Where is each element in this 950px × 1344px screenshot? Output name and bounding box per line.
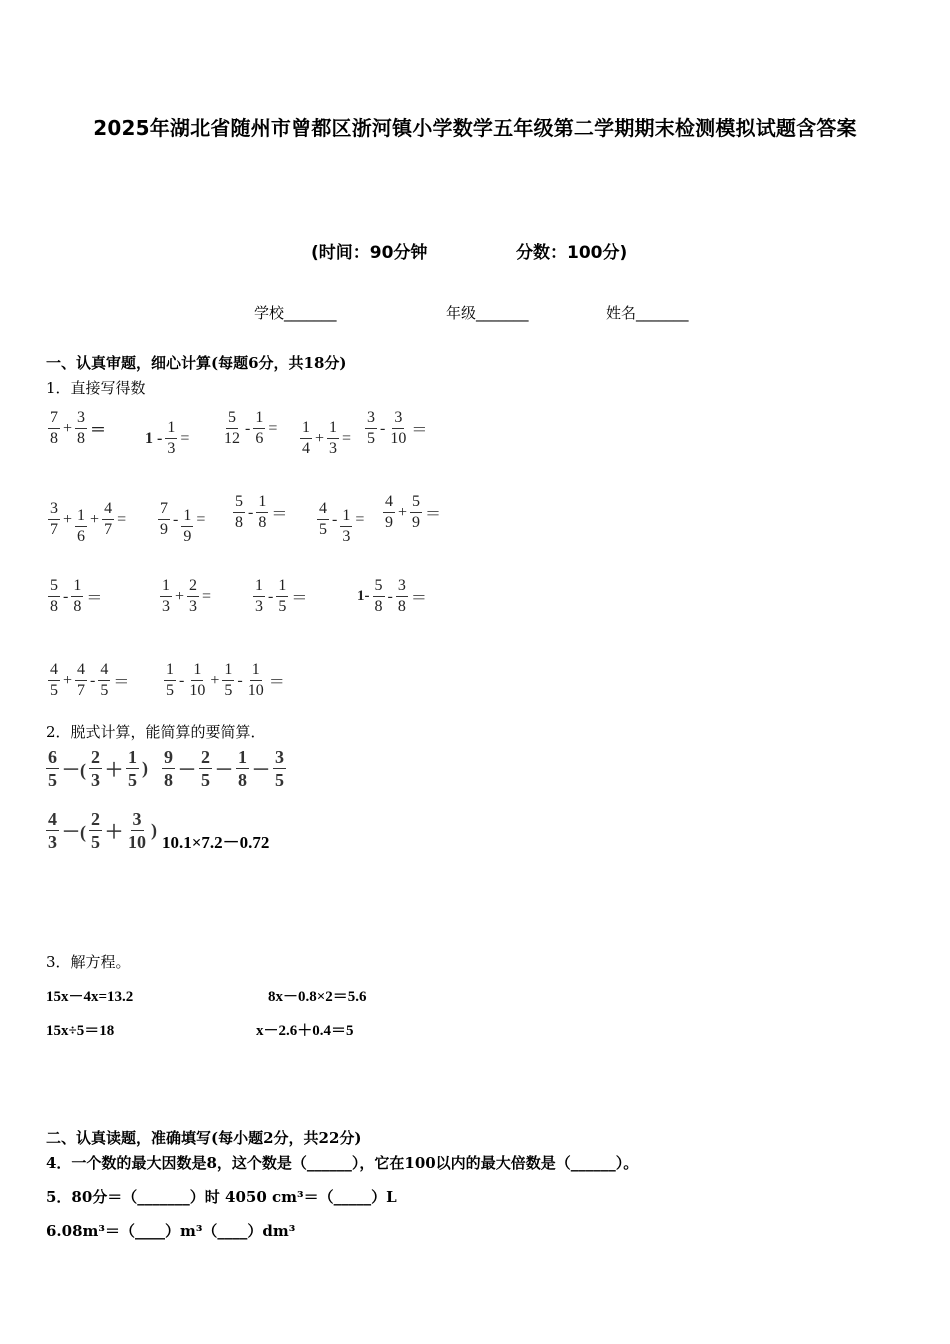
q2-expr-3	[44, 810, 158, 851]
denominator: 8	[73, 598, 82, 615]
question-5: 5．80分＝（_______）时 4050 cm³＝（_____）L	[46, 1188, 397, 1206]
grade-field[interactable]: 年级_______	[446, 304, 529, 322]
expr-2-2	[156, 494, 206, 545]
operator: -	[387, 587, 393, 605]
fraction	[340, 508, 352, 545]
operator: -	[380, 419, 386, 437]
denominator: 8	[374, 598, 383, 615]
expr-4-2	[162, 662, 286, 699]
score-info: 分数：100分)	[516, 243, 628, 263]
fraction	[246, 662, 266, 699]
numerator: 2	[201, 747, 210, 767]
operator: -	[245, 419, 251, 437]
fraction	[317, 501, 329, 538]
numerator: 4	[102, 501, 114, 520]
equals: ＝	[86, 590, 103, 607]
denominator: 5	[100, 682, 109, 699]
equals: ＝	[410, 590, 427, 607]
school-field[interactable]: 学校_______	[254, 304, 337, 322]
numerator: 7	[158, 501, 170, 520]
denominator: 8	[397, 598, 406, 615]
fraction	[373, 578, 385, 615]
equals: =	[196, 510, 206, 528]
expr-1-3	[220, 410, 278, 447]
fraction	[126, 810, 148, 851]
numerator: 1	[300, 420, 312, 439]
fraction	[46, 810, 59, 851]
numerator: 3	[392, 410, 404, 429]
fraction	[75, 410, 87, 447]
denominator: 8	[50, 598, 58, 615]
numerator: 5	[233, 494, 245, 513]
denominator: 7	[104, 521, 113, 538]
equals: ＝	[90, 422, 107, 439]
operator: -	[63, 587, 69, 605]
denominator: 8	[50, 430, 58, 447]
fraction	[48, 410, 60, 447]
operator: -	[237, 671, 243, 689]
expr-2-5	[381, 494, 442, 531]
operator: +	[398, 503, 408, 521]
operator: +	[210, 671, 220, 689]
denominator: 7	[50, 521, 58, 538]
fraction	[396, 578, 408, 615]
fraction	[48, 662, 60, 699]
expr-1-5	[363, 410, 428, 447]
denominator: 7	[77, 682, 86, 699]
fraction	[181, 508, 193, 545]
fraction	[300, 420, 312, 457]
numerator: 1	[181, 508, 193, 527]
fraction	[236, 748, 249, 789]
operator: +	[63, 671, 73, 689]
fraction	[276, 578, 288, 615]
operator: －	[178, 759, 196, 780]
fraction	[71, 578, 83, 615]
numerator: 1	[276, 578, 288, 597]
expr-1-1	[46, 410, 107, 447]
fraction	[126, 748, 139, 789]
equation-3: 15x÷5＝18	[46, 1023, 115, 1039]
q2-expr-1	[44, 748, 149, 789]
expr-3-2	[158, 578, 212, 615]
operator: -	[268, 587, 274, 605]
numerator: 1	[340, 508, 352, 527]
numerator: 1	[256, 494, 268, 513]
numerator: 4	[383, 494, 395, 513]
operator: －(	[62, 759, 86, 780]
section1-heading: 一、认真审题，细心计算(每题6分，共18分)	[46, 354, 347, 372]
denominator: 6	[77, 528, 86, 545]
numerator: 3	[75, 410, 87, 429]
question-5-part-2: 6.08m³＝（____）m³（____）dm³	[46, 1222, 296, 1240]
fraction	[89, 748, 102, 789]
denominator: 4	[302, 440, 310, 457]
operator: -	[179, 671, 185, 689]
fraction	[253, 410, 265, 447]
equals: ＝	[291, 590, 308, 607]
numerator: 1	[160, 578, 172, 597]
numerator: 1	[191, 662, 203, 681]
page-title: 2025年湖北省随州市曾都区浙河镇小学数学五年级第二学期期末检测模拟试题含答案	[93, 116, 857, 140]
equals: =	[202, 587, 212, 605]
fraction	[388, 410, 408, 447]
denominator: 10	[390, 430, 407, 447]
denominator: 10	[247, 682, 264, 699]
numerator: 3	[48, 501, 60, 520]
time-info: (时间：90分钟	[311, 243, 428, 263]
fraction	[199, 748, 212, 789]
q2-expr-4: 10.1×7.2－0.72	[162, 833, 270, 852]
denominator: 8	[77, 430, 86, 447]
fraction	[160, 578, 172, 615]
fraction	[164, 662, 176, 699]
numerator: 1	[75, 508, 87, 527]
operator: －	[252, 759, 270, 780]
equals: =	[180, 429, 190, 447]
fraction	[165, 420, 177, 457]
numerator: 1	[165, 420, 177, 439]
numerator: 3	[396, 578, 408, 597]
denominator: 9	[183, 528, 192, 545]
fraction	[410, 494, 422, 531]
denominator: 9	[385, 514, 393, 531]
denominator: 10	[128, 832, 146, 852]
fraction	[48, 578, 60, 615]
numerator: 1	[238, 747, 247, 767]
denominator: 12	[224, 430, 240, 447]
equals: =	[355, 510, 365, 528]
equation-2: 8x－0.8×2＝5.6	[268, 989, 367, 1005]
operator: )	[151, 820, 157, 840]
operator: +	[90, 510, 100, 528]
numerator: 4	[48, 809, 57, 829]
denominator: 3	[329, 440, 338, 457]
numerator: 9	[164, 747, 173, 767]
section2-heading: 二、认真读题，准确填写(每小题2分，共22分)	[46, 1129, 362, 1147]
denominator: 9	[412, 514, 421, 531]
numerator: 2	[91, 747, 100, 767]
equals: ＝	[271, 506, 288, 523]
name-field[interactable]: 姓名_______	[606, 304, 689, 322]
fraction	[75, 662, 87, 699]
denominator: 8	[235, 514, 243, 531]
fraction	[253, 578, 265, 615]
fraction	[89, 810, 102, 851]
denominator: 10	[189, 682, 206, 699]
fraction	[48, 501, 60, 538]
numerator: 3	[132, 809, 142, 829]
numerator: 5	[373, 578, 385, 597]
fraction	[365, 410, 377, 447]
equals: =	[117, 510, 127, 528]
numerator: 1	[327, 420, 339, 439]
denominator: 5	[48, 770, 57, 790]
denominator: 5	[275, 770, 284, 790]
expr-1-4	[298, 420, 352, 457]
denominator: 5	[319, 521, 327, 538]
fraction	[222, 662, 234, 699]
equals: ＝	[268, 674, 285, 691]
denominator: 5	[166, 682, 174, 699]
expr-3-3	[251, 578, 308, 615]
denominator: 5	[224, 682, 233, 699]
equals: =	[268, 419, 278, 437]
fraction	[187, 662, 207, 699]
fraction	[98, 662, 110, 699]
q2-expr-2	[160, 748, 288, 789]
operator: -	[90, 671, 96, 689]
fraction	[383, 494, 395, 531]
operand: 1-	[357, 588, 370, 604]
expr-2-3	[231, 494, 288, 531]
numerator: 3	[365, 410, 377, 429]
numerator: 5	[48, 578, 60, 597]
question-3: 3．解方程。	[46, 953, 131, 971]
expr-2-1	[46, 494, 127, 545]
operator: +	[315, 429, 325, 447]
numerator: 7	[48, 410, 60, 429]
expr-1-2	[144, 420, 190, 457]
fraction	[158, 501, 170, 538]
denominator: 3	[255, 598, 263, 615]
numerator: 4	[48, 662, 60, 681]
fraction	[222, 410, 242, 447]
operator: －	[215, 759, 233, 780]
equals: =	[342, 429, 352, 447]
numerator: 4	[317, 501, 329, 520]
denominator: 3	[48, 832, 57, 852]
numerator: 1	[71, 578, 83, 597]
numerator: 1	[253, 410, 265, 429]
denominator: 6	[255, 430, 264, 447]
numerator: 2	[91, 809, 100, 829]
expr-2-4	[315, 494, 365, 545]
numerator: 5	[226, 410, 238, 429]
denominator: 3	[189, 598, 198, 615]
equation-4: x－2.6＋0.4＝5	[256, 1023, 354, 1039]
fraction	[46, 748, 59, 789]
operator: +	[63, 510, 73, 528]
numerator: 3	[275, 747, 284, 767]
denominator: 3	[167, 440, 176, 457]
numerator: 4	[75, 662, 87, 681]
operand: 1 -	[145, 429, 163, 447]
denominator: 8	[238, 770, 247, 790]
denominator: 9	[160, 521, 168, 538]
fraction	[327, 420, 339, 457]
denominator: 5	[201, 770, 210, 790]
fraction	[102, 501, 114, 538]
numerator: 4	[98, 662, 110, 681]
numerator: 1	[128, 747, 137, 767]
denominator: 5	[367, 430, 375, 447]
equation-1: 15x－4x=13.2	[46, 989, 134, 1005]
operator: －(	[62, 821, 86, 842]
equals: ＝	[113, 674, 130, 691]
fraction	[256, 494, 268, 531]
numerator: 1	[253, 578, 265, 597]
numerator: 1	[222, 662, 234, 681]
operator: +	[175, 587, 185, 605]
denominator: 8	[164, 770, 173, 790]
operator: -	[332, 510, 338, 528]
operator: )	[142, 758, 148, 778]
fraction	[75, 508, 87, 545]
numerator: 5	[410, 494, 422, 513]
operator: +	[63, 419, 73, 437]
operator: -	[173, 510, 179, 528]
denominator: 5	[91, 832, 100, 852]
denominator: 8	[258, 514, 267, 531]
denominator: 3	[162, 598, 170, 615]
denominator: 3	[342, 528, 351, 545]
question-2: 2．脱式计算，能简算的要简算．	[46, 723, 266, 741]
question-1: 1．直接写得数	[46, 379, 146, 397]
fraction	[273, 748, 286, 789]
denominator: 5	[50, 682, 58, 699]
denominator: 5	[278, 598, 287, 615]
expr-3-4	[356, 578, 428, 615]
numerator: 2	[187, 578, 199, 597]
fraction	[162, 748, 175, 789]
operator: ＋	[105, 821, 123, 842]
operator: ＋	[105, 759, 123, 780]
operator: -	[248, 503, 254, 521]
expr-4-1	[46, 662, 130, 699]
equals: ＝	[411, 422, 428, 439]
numerator: 6	[48, 747, 57, 767]
fraction	[187, 578, 199, 615]
fraction	[233, 494, 245, 531]
question-4: 4．一个数的最大因数是8，这个数是（______），它在100以内的最大倍数是（______）。	[46, 1154, 639, 1172]
denominator: 3	[91, 770, 100, 790]
denominator: 5	[128, 770, 137, 790]
numerator: 1	[164, 662, 176, 681]
numerator: 1	[250, 662, 262, 681]
expr-3-1	[46, 578, 103, 615]
equals: ＝	[425, 506, 442, 523]
